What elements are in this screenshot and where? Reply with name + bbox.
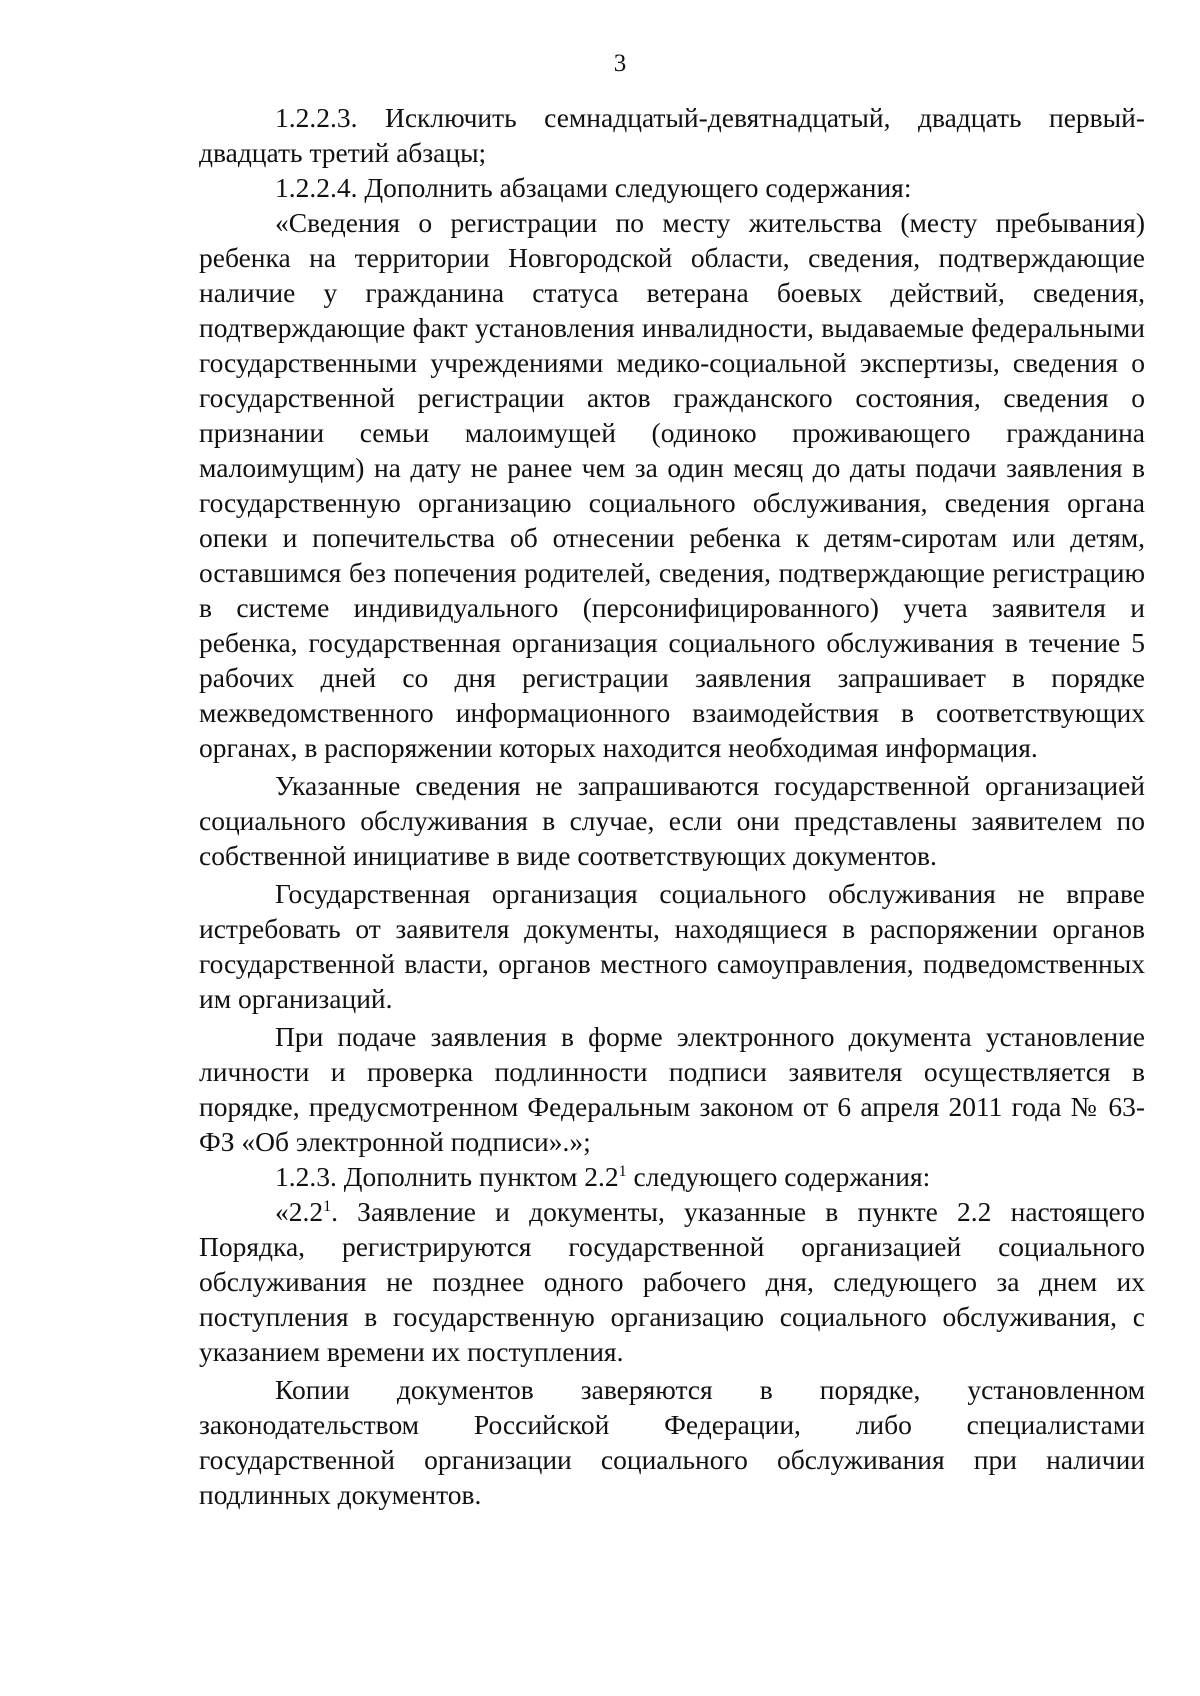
paragraph: 1.2.2.3. Исключить семнадцатый-девятнадцатый, двадцать первый-двадцать третий абзацы; — [199, 102, 1145, 168]
paragraph: Государственная организация социального обслуживания не вправе истребовать от заявителя документы, находящиеся в распоряжении органов государственной власти, органов местного самоуправления, подведомственных им организаций. — [199, 878, 1145, 1014]
text-run: . Заявление и документы, указанные в пункте 2.2 настоящего Порядка, регистрируются государственной организацией социального обслуживания не позднее одного рабочего дня, следующего за днем их поступления в государственную организацию социального обслуживания, с указанием времени их поступления. — [199, 1196, 1145, 1367]
text-run: «2.2 — [275, 1196, 324, 1227]
text-run: 1.2.3. Дополнить пунктом 2.2 — [275, 1161, 619, 1192]
page-number: 3 — [613, 50, 627, 77]
paragraph — [199, 1159, 1145, 1194]
paragraph — [199, 1194, 1145, 1369]
text-run: следующего содержания: — [626, 1161, 931, 1192]
superscript: 1 — [618, 1163, 627, 1180]
paragraph: Указанные сведения не запрашиваются государственной организацией социального обслуживания в случае, если они представлены заявителем по собственной инициативе в виде соответствующих документов. — [199, 770, 1145, 871]
document-body — [199, 100, 1145, 1512]
superscript: 1 — [323, 1198, 332, 1215]
paragraph: 1.2.2.4. Дополнить абзацами следующего содержания: — [275, 172, 912, 203]
paragraph: Копии документов заверяются в порядке, установленном законодательством Российской Федерации, либо специалистами государственной организации социального обслуживания при наличии подлинных документов. — [199, 1374, 1145, 1510]
paragraph: При подаче заявления в форме электронного документа установление личности и проверка подлинности подписи заявителя осуществляется в порядке, предусмотренном Федеральным законом от 6 апреля 2011 года № 63-ФЗ «Об электронной подписи».»; — [199, 1021, 1145, 1157]
paragraph: «Сведения о регистрации по месту жительства (месту пребывания) ребенка на территории Новгородской области, сведения, подтверждающие наличие у гражданина статуса ветерана боевых действий, сведения, подтверждающие факт установления инвалидности, выдаваемые федеральными государственными учреждениями медико-социальной экспертизы, сведения о государственной регистрации актов гражданского состояния, сведения о признании семьи малоимущей (одиноко проживающего гражданина малоимущим) на дату не ранее чем за один месяц до даты подачи заявления в государственную организацию социального обслуживания, сведения органа опеки и попечительства об отнесении ребенка к детям-сиротам или детям, оставшимся без попечения родителей, сведения, подтверждающие регистрацию в системе индивидуального (персонифицированного) учета заявителя и ребенка, государственная организация социального обслуживания в течение 5 рабочих дней со дня регистрации заявления запрашивает в порядке межведомственного информационного взаимодействия в соответствующих органах, в распоряжении которых находится необходимая информация. — [199, 207, 1145, 763]
